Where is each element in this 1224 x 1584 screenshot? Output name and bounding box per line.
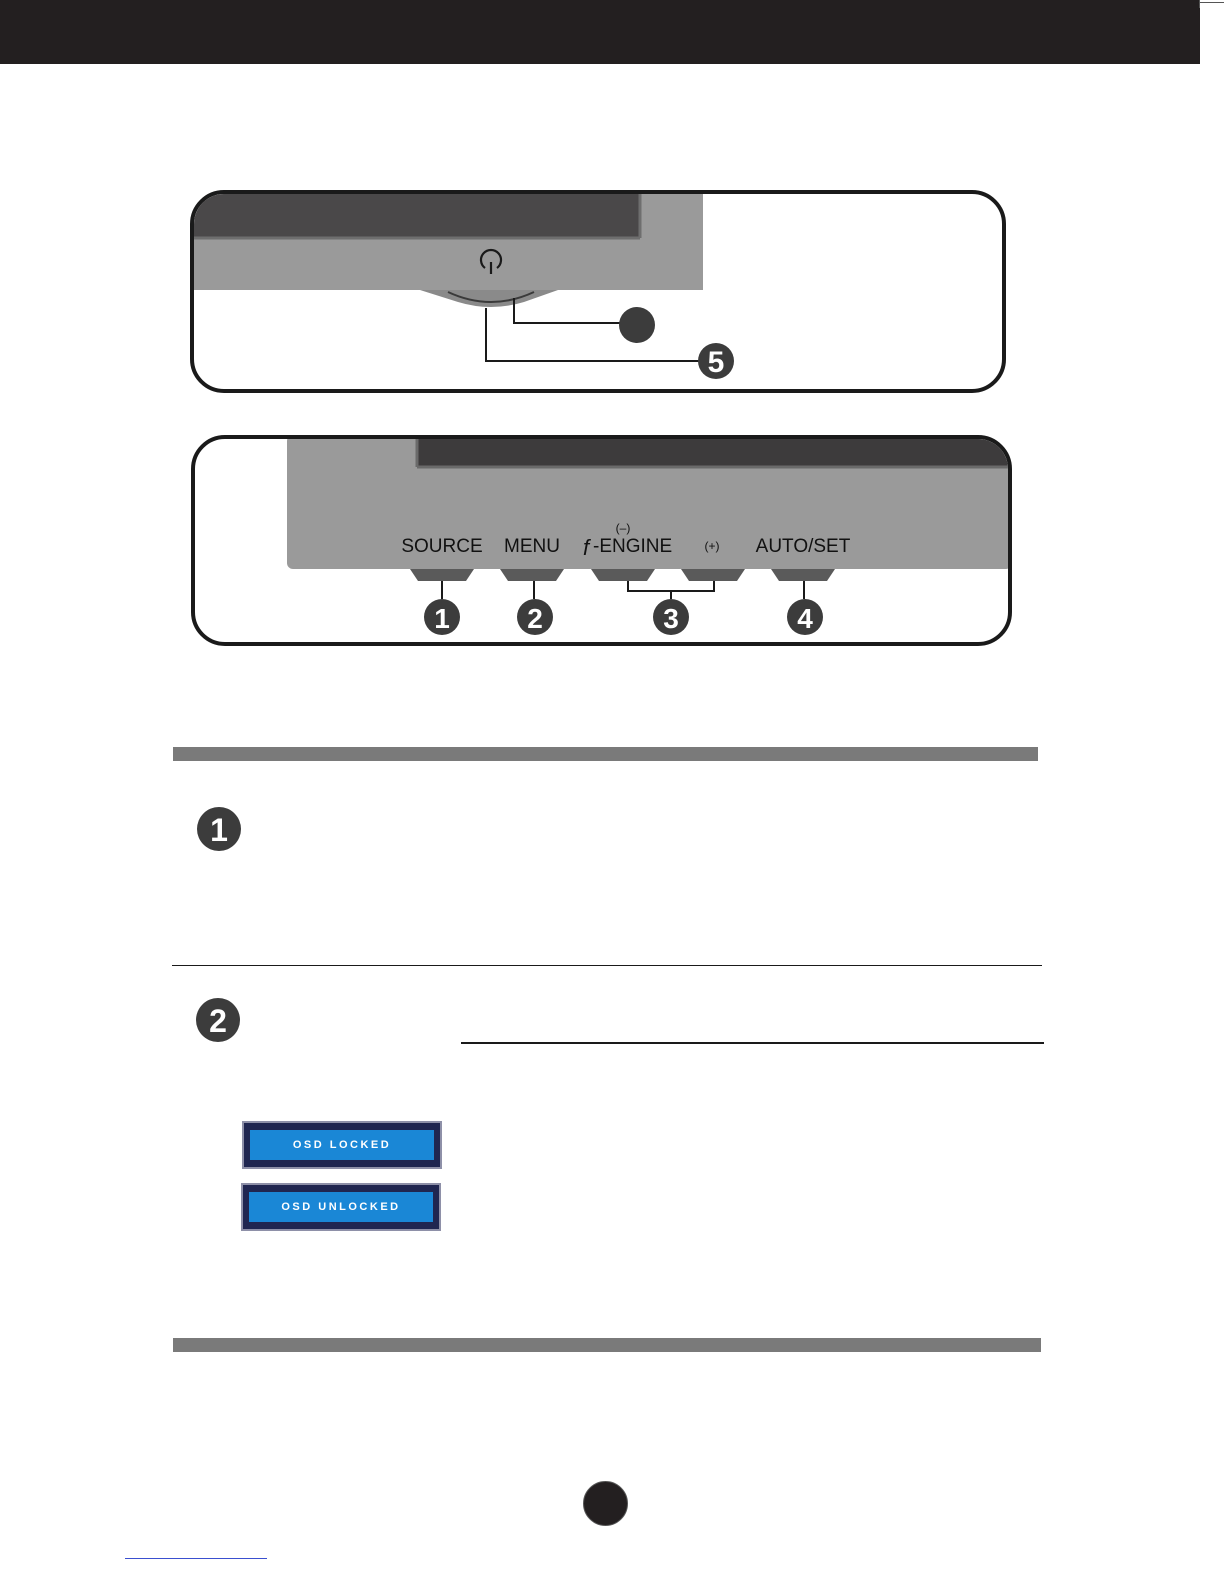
power-button-illustration	[190, 190, 1006, 393]
svg-text:2: 2	[209, 1003, 227, 1039]
callout-1	[424, 599, 460, 635]
callout-2	[517, 599, 553, 635]
osd-locked-message	[242, 1121, 442, 1169]
crop-mark	[1200, 2, 1224, 3]
source-button	[410, 569, 474, 581]
auto-set-button	[771, 569, 835, 581]
page-number-marker	[583, 1481, 628, 1526]
menu-label: MENU	[504, 536, 560, 557]
section-1-badge	[195, 805, 243, 853]
monitor-screen	[194, 194, 640, 238]
f-engine-label: -ENGINE	[593, 536, 673, 557]
callout-4	[787, 599, 823, 635]
minus-label: (–)	[615, 521, 631, 535]
svg-text:3: 3	[663, 603, 679, 634]
menu-button	[500, 569, 564, 581]
control-buttons-diagram	[195, 439, 1008, 642]
svg-text:4: 4	[797, 603, 813, 634]
minus-button	[591, 569, 655, 581]
power-button	[420, 290, 558, 307]
osd-locked-text: OSD LOCKED	[250, 1130, 434, 1160]
power-button-diagram	[194, 194, 1002, 389]
source-label: SOURCE	[401, 536, 483, 557]
f-engine-prefix: f	[583, 535, 590, 560]
svg-text:1: 1	[434, 603, 450, 634]
monitor-screen	[417, 439, 1008, 467]
section-2-badge	[194, 996, 242, 1044]
section-bar	[173, 1338, 1041, 1352]
osd-unlocked-text: OSD UNLOCKED	[249, 1192, 433, 1222]
crop-mark	[1199, 0, 1200, 8]
plus-button	[681, 569, 745, 581]
osd-unlocked-message	[241, 1183, 441, 1231]
header-bar	[0, 0, 1200, 64]
svg-text:2: 2	[527, 603, 543, 634]
heading-underline	[461, 1042, 1044, 1044]
section-bar	[173, 747, 1038, 761]
callout-badge	[619, 307, 655, 343]
auto-set-label: AUTO/SET	[755, 536, 851, 557]
footer-link[interactable]	[125, 1558, 267, 1559]
callout-5-text: 5	[707, 346, 725, 379]
svg-text:1: 1	[210, 812, 228, 848]
control-panel-illustration	[191, 435, 1012, 646]
plus-label: (+)	[704, 539, 720, 553]
section-divider	[172, 965, 1042, 966]
callout-3	[653, 599, 689, 635]
